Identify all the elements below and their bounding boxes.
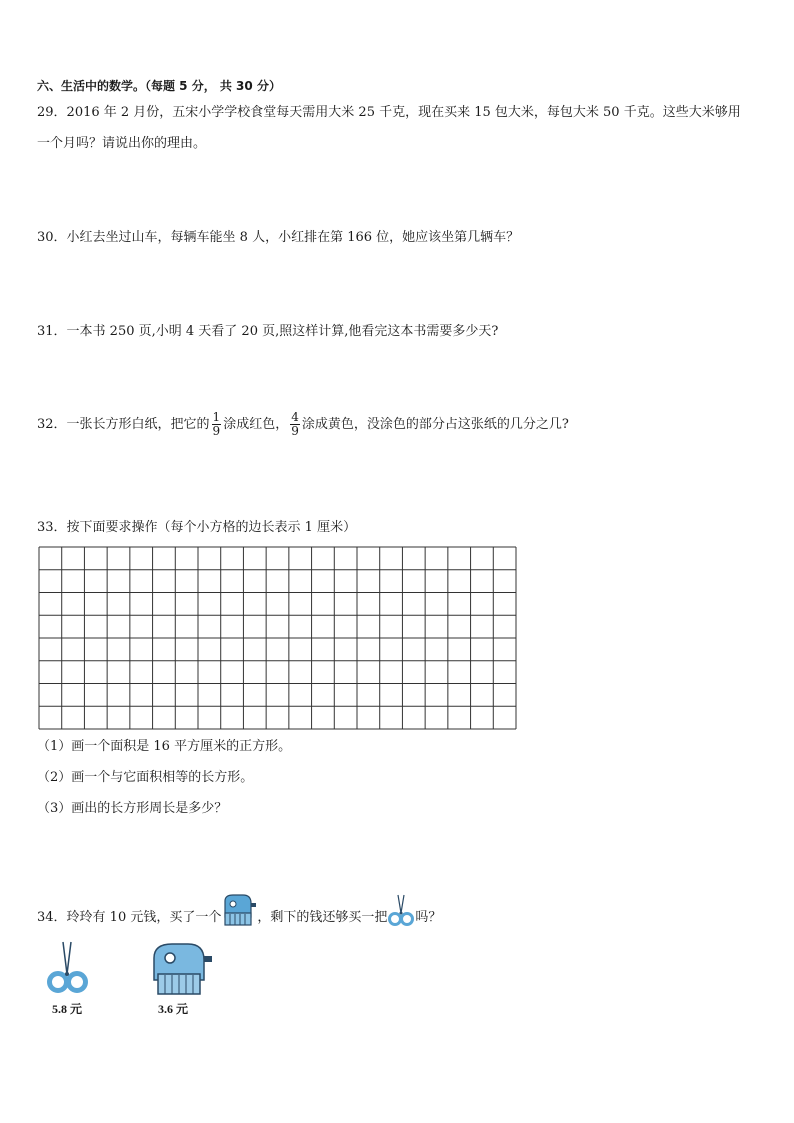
- q32-middle: 涂成红色，: [223, 417, 289, 432]
- frac2-numerator: 4: [291, 410, 299, 424]
- frac1-numerator: 1: [212, 410, 221, 424]
- q34-text: [37, 893, 441, 942]
- section-title: 六、生活中的数学。（每题 5 分， 共 30 分）: [37, 79, 281, 93]
- q34-suffix: 吗？: [415, 910, 442, 925]
- q34-middle: ，剩下的钱还够买一把: [257, 910, 388, 925]
- scissors-picture: [46, 940, 90, 1000]
- pencil-sharpener-picture: [148, 940, 214, 1002]
- q33-sub1: （1）画一个面积是 16 平方厘米的正方形。: [37, 739, 292, 754]
- q33-sub3: （3）画出的长方形周长是多少？: [37, 801, 228, 816]
- fraction-one-ninth: [212, 411, 222, 438]
- square-grid[interactable]: [38, 546, 517, 730]
- q31-text: 31．一本书 250 页,小明 4 天看了 20 页,照这样计算,他看完这本书需要多少天?: [37, 324, 499, 339]
- q32-text: [37, 410, 569, 440]
- q30-text: 30．小红去坐过山车，每辆车能坐 8 人，小红排在第 166 位，她应该坐第几辆车？: [37, 230, 520, 245]
- frac2-denominator: 9: [291, 424, 299, 438]
- q34-prefix: 34．玲玲有 10 元钱，买了一个: [37, 910, 222, 925]
- fraction-four-ninths: [290, 411, 300, 438]
- q29-line1: 29．2016 年 2 月份，五宋小学学校食堂每天需用大米 25 千克，现在买来 15 包大米，每包大米 50 千克。这些大米够用: [37, 105, 741, 120]
- sharpener-price: 3.6 元: [158, 1002, 189, 1016]
- q33-sub2: （2）画一个与它面积相等的长方形。: [37, 770, 254, 785]
- q33-title: 33．按下面要求操作（每个小方格的边长表示 1 厘米）: [37, 520, 357, 535]
- q32-prefix: 32．一张长方形白纸，把它的: [37, 417, 210, 432]
- scissors-price: 5.8 元: [52, 1002, 83, 1016]
- q32-suffix: 涂成黄色，没涂色的部分占这张纸的几分之几?: [301, 417, 569, 432]
- frac1-denominator: 9: [212, 424, 221, 438]
- pencil-sharpener-icon: [221, 893, 257, 942]
- scissors-icon: [387, 893, 415, 942]
- q29-line2: 一个月吗？请说出你的理由。: [37, 136, 207, 151]
